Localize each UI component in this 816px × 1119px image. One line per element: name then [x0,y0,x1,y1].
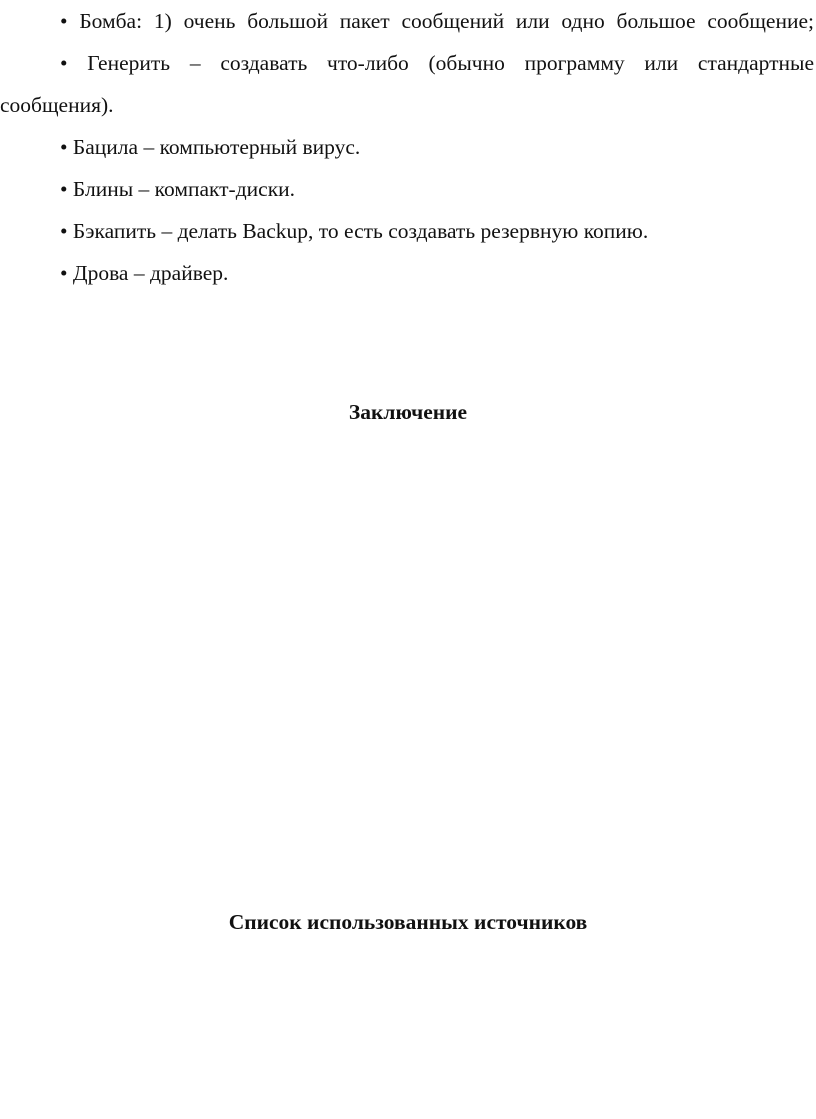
list-item-bekapit: • Бэкапить – делать Backup, то есть создавать резервную копию. [60,219,649,243]
conclusion-heading: Заключение [348,400,468,424]
list-item-drova: • Дрова – драйвер. [60,261,229,285]
list-item-bliny: • Блины – компакт-диски. [60,177,296,201]
list-item-generit: • Генерить – создавать что-либо (обычно программу или стандартные сообщения). [0,51,814,117]
references-heading: Список использованных источников [228,910,588,934]
list-item-batsila: • Бацила – компьютерный вирус. [60,135,361,159]
list-item-bomba: • Бомба: 1) очень большой пакет сообщений или одно большое сообщение; [60,9,814,33]
